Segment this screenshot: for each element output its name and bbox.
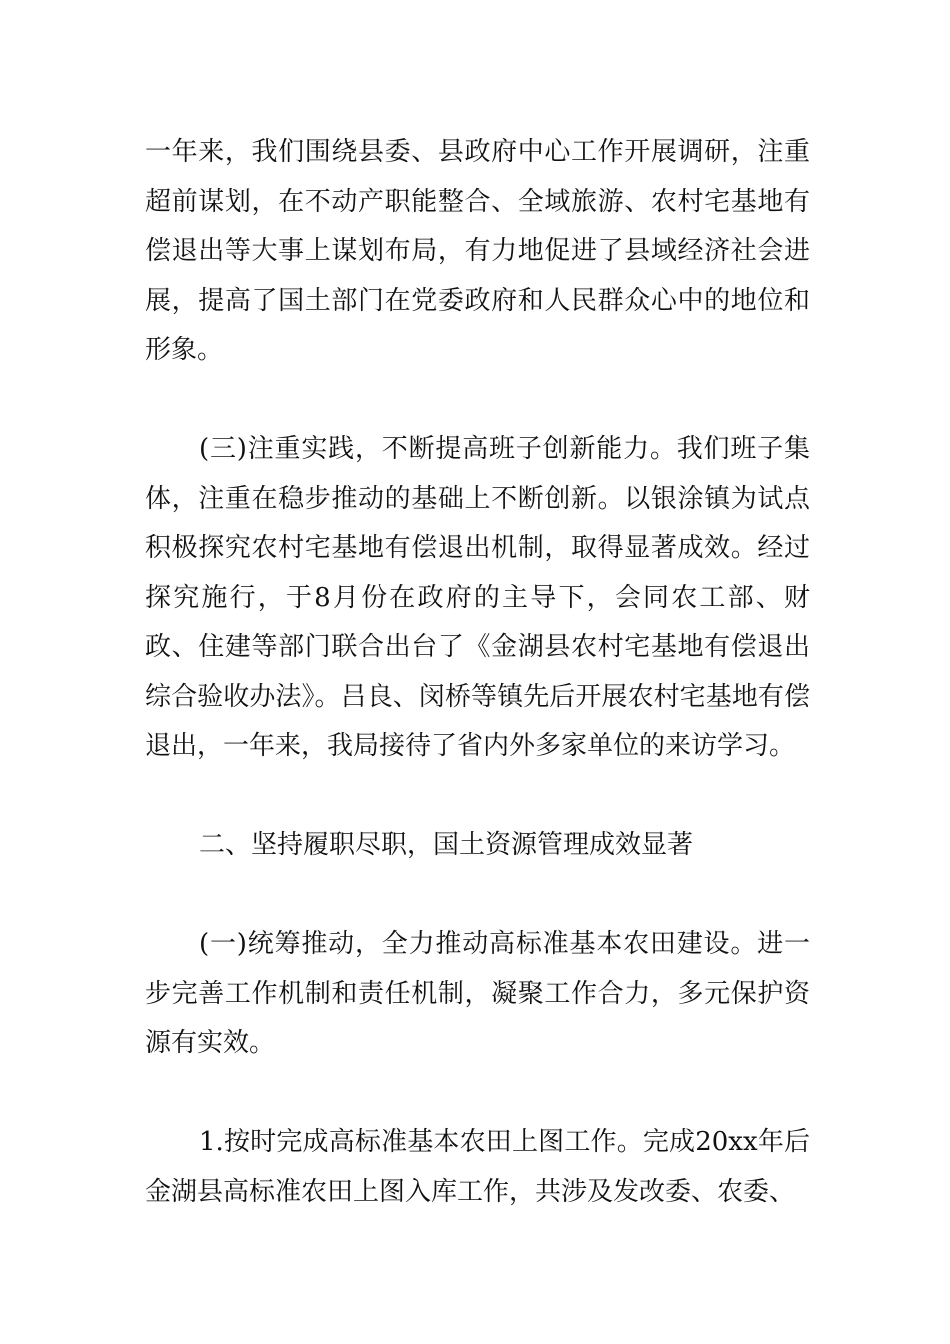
document-body bbox=[145, 128, 810, 1267]
section-heading-2: 二、坚持履职尽职，国土资源管理成效显著 bbox=[199, 830, 694, 860]
paragraph-subsection-1: (一)统筹推动，全力推动高标准基本农田建设。进一步完善工作机制和责任机制，凝聚工作合力，多元保护资源有实效。 bbox=[145, 929, 810, 1058]
paragraph-item-1: 1.按时完成高标准基本农田上图工作。完成20xx年后金湖县高标准农田上图入库工作，共涉及发改委、农委、 bbox=[145, 1127, 810, 1207]
paragraph-intro: 一年来，我们围绕县委、县政府中心工作开展调研，注重超前谋划，在不动产职能整合、全域旅游、农村宅基地有偿退出等大事上谋划布局，有力地促进了县域经济社会进展，提高了国土部门在党委政府和人民群众心中的地位和形象。 bbox=[145, 137, 810, 365]
paragraph-section-3: (三)注重实践，不断提高班子创新能力。我们班子集体，注重在稳步推动的基础上不断创新。以银涂镇为试点积极探究农村宅基地有偿退出机制，取得显著成效。经过探究施行，于8月份在政府的主导下，会同农工部、财政、住建等部门联合出台了《金湖县农村宅基地有偿退出综合验收办法》。吕良、闵桥等镇先后开展农村宅基地有偿退出，一年来，我局接待了省内外多家单位的来访学习。 bbox=[145, 434, 810, 761]
